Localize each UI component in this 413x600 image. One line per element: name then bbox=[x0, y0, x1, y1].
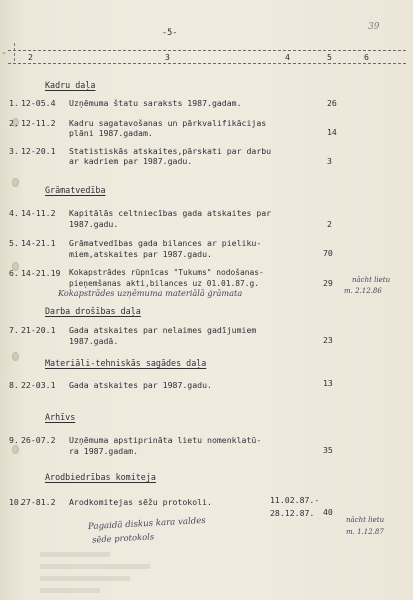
handwritten-margin-note: nācht lietu bbox=[346, 516, 385, 524]
row-title-cont: plāni 1987.gadam. bbox=[69, 128, 153, 138]
section-title: Darba drošības daļa bbox=[45, 306, 141, 316]
row-code: 14-11.2 bbox=[21, 208, 56, 218]
row-title-cont: 1987.gadu. bbox=[69, 219, 119, 229]
handwritten-note: Pagaidā diskus kara valdes bbox=[87, 515, 206, 533]
row-code: 27-81.2 bbox=[21, 497, 56, 507]
row-code: 14-21.19 bbox=[21, 268, 61, 278]
row-title-cont: ar kadriem par 1987.gadu. bbox=[69, 156, 193, 166]
punch-hole bbox=[12, 178, 19, 187]
row-count: 23 bbox=[323, 335, 333, 345]
row-title: Gada atskaites par nelaimes gadījumiem bbox=[69, 325, 257, 335]
document-page: -5- 39 - 2 3 4 5 6 Kadru daļa 1. 12-05.4 Uzņēmuma štatu saraksts 1987.gadam. 26 2. 12-11.2 Kadru sagatavošanas un pārkvalifikācijas plāni 1987.gadam. 14 3. 12-20.1 Statistiskās atskaites,pārskati par darbu ar kadriem par 1987.gadu. 3 Grāmatvedība 4. 14-11.2 Kapitālās celtniecības gada atskaites par 1987.gadu. 2 5. 14-21.1 Grāmatvedības gada bilances ar pieliku- miem,atskaites par 1987.gadu. 70 6. 14-21.19 Kokapstrādes rūpnīcas "Tukums" nodošanas- pieņemšanas akti,bilances uz 01.01.87.g. 29 Kokapstrādes uzņēmuma materiālā ģrāmata nācht lietu m. 2.12.86 Darba drošības daļa 7. 21-20.1 Gada atskaites par nelaimes gadījumiem 1987.gadā. 23 Materiāli-tehniskās sagādes daļa 8. 22-03.1 Gada atskaites par 1987.gadu. 13 Arhīvs 9. 26-07.2 Uzņēmuma apstiprināta lietu nomenklatū- ra 1987.gadam. 35 Arodbiedrības komiteja 10. 27-81.2 Arodkomitejas sēžu protokoli. 11.02.87.- 28.12.87. 40 Pagaidā diskus kara valdes sēde protokols nācht lietu m. 1.12.87 bbox=[0, 0, 413, 600]
row-date-range: 11.02.87.- bbox=[270, 495, 320, 505]
row-title: Gada atskaites par 1987.gadu. bbox=[69, 380, 212, 390]
row-date-range: 28.12.87. bbox=[270, 508, 315, 518]
row-title: Arodkomitejas sēžu protokoli. bbox=[69, 497, 212, 507]
row-index: 3. bbox=[9, 146, 19, 156]
row-code: 14-21.1 bbox=[21, 238, 56, 248]
section-title: Materiāli-tehniskās sagādes daļa bbox=[45, 358, 207, 368]
handwritten-margin-note: m. 2.12.86 bbox=[344, 287, 382, 295]
corner-archive-mark: 39 bbox=[368, 22, 380, 32]
row-index: 8. bbox=[9, 380, 19, 390]
handwritten-margin-note: m. 1.12.87 bbox=[346, 528, 384, 536]
row-title: Kadru sagatavošanas un pārkvalifikācijas bbox=[69, 118, 267, 128]
row-count: 40 bbox=[323, 507, 333, 517]
section-title: Arhīvs bbox=[45, 412, 76, 422]
row-code: 26-07.2 bbox=[21, 435, 56, 445]
punch-hole bbox=[12, 445, 19, 454]
handwritten-note: Kokapstrādes uzņēmuma materiālā ģrāmata bbox=[58, 288, 243, 298]
column-header: 2 bbox=[28, 52, 33, 62]
row-index: 5. bbox=[9, 238, 19, 248]
row-count: 35 bbox=[323, 445, 333, 455]
row-code: 12-05.4 bbox=[21, 98, 56, 108]
section-title: Grāmatvedība bbox=[45, 185, 106, 195]
row-index: 1. bbox=[9, 98, 19, 108]
column-divider bbox=[14, 43, 15, 61]
row-title-cont: pieņemšanas akti,bilances uz 01.01.87.g. bbox=[69, 279, 260, 288]
row-count: 26 bbox=[327, 98, 337, 108]
row-code: 12-11.2 bbox=[21, 118, 56, 128]
row-code: 12-20.1 bbox=[21, 146, 56, 156]
row-count: 14 bbox=[327, 127, 337, 137]
row-count: 3 bbox=[327, 156, 332, 166]
row-code: 22-03.1 bbox=[21, 380, 56, 390]
row-title-cont: miem,atskaites par 1987.gadu. bbox=[69, 249, 212, 259]
column-header: 6 bbox=[364, 52, 369, 62]
row-count: 2 bbox=[327, 219, 332, 229]
row-count: 29 bbox=[323, 278, 333, 288]
row-index: 6. bbox=[9, 268, 19, 278]
row-title-cont: ra 1987.gadam. bbox=[69, 446, 139, 456]
column-header: 4 bbox=[285, 52, 290, 62]
row-count: 13 bbox=[323, 378, 333, 388]
row-index: 10. bbox=[9, 497, 24, 507]
page-number: -5- bbox=[162, 28, 178, 38]
row-title: Uzņēmuma štatu saraksts 1987.gadam. bbox=[69, 98, 242, 108]
row-index: 7. bbox=[9, 325, 19, 335]
header-rule bbox=[8, 63, 406, 64]
row-title: Kapitālās celtniecības gada atskaites par bbox=[69, 208, 272, 218]
column-header: 5 bbox=[327, 52, 332, 62]
handwritten-note: sēde protokols bbox=[91, 531, 155, 545]
row-index: 2. bbox=[9, 118, 19, 128]
header-rule bbox=[8, 50, 406, 51]
row-count: 70 bbox=[323, 248, 333, 258]
row-title: Statistiskās atskaites,pārskati par darbu bbox=[69, 146, 272, 156]
row-index: 4. bbox=[9, 208, 19, 218]
row-title: Kokapstrādes rūpnīcas "Tukums" nodošanas- bbox=[69, 268, 264, 277]
punch-hole bbox=[12, 352, 19, 361]
row-code: 21-20.1 bbox=[21, 325, 56, 335]
row-title: Grāmatvedības gada bilances ar pieliku- bbox=[69, 238, 262, 248]
row-title: Uzņēmuma apstiprināta lietu nomenklatū- bbox=[69, 435, 262, 445]
row-index: 9. bbox=[9, 435, 19, 445]
bleed-through-shadow bbox=[40, 548, 170, 596]
row-title-cont: 1987.gadā. bbox=[69, 336, 119, 346]
section-title: Kadru daļa bbox=[45, 80, 96, 90]
column-header: 3 bbox=[165, 52, 170, 62]
handwritten-margin-note: nācht lietu bbox=[352, 276, 391, 284]
section-title: Arodbiedrības komiteja bbox=[45, 472, 156, 482]
